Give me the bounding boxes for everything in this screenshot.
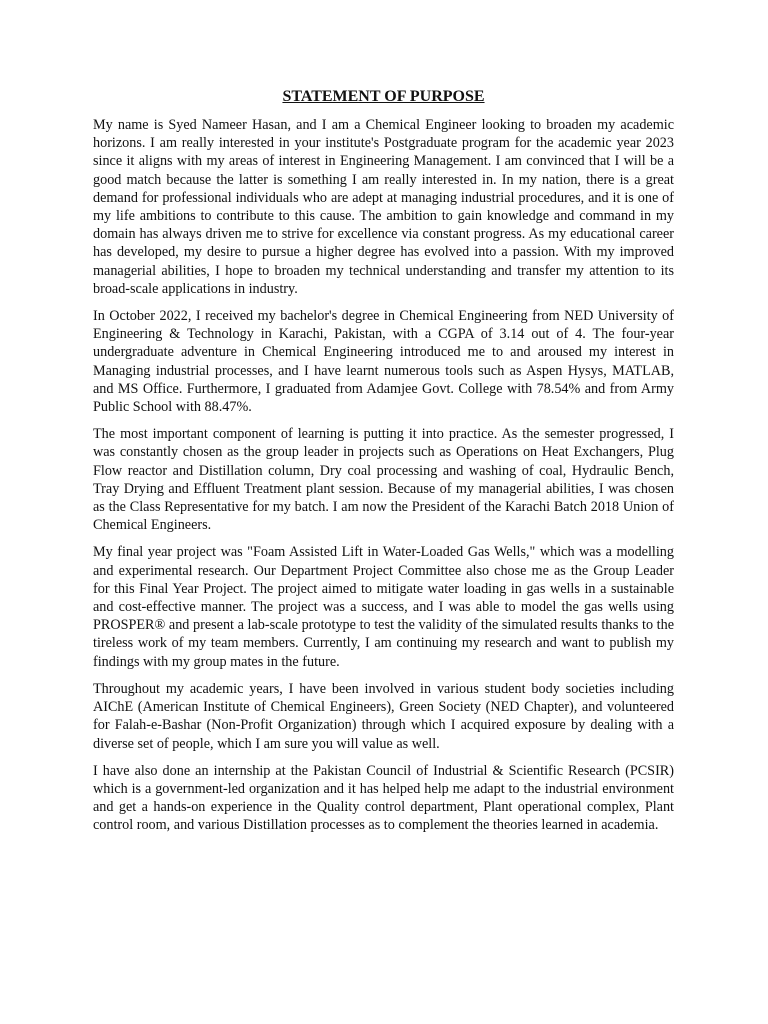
paragraph-final-year-project: My final year project was "Foam Assisted Lift in Water-Loaded Gas Wells," which was a modelling and experimental research. Our Department Project Committee also chose me as the Group Leader for this Final Year Project. The project aimed to mitigate water loading in gas wells in a sustainable and cost-effective manner. The project was a success, and I was able to model the gas wells using PROSPER® and present a lab-scale prototype to test the validity of the simulated results thanks to the tireless work of my team members. Currently, I am continuing my research and want to publish my findings with my group mates in the future.: [93, 544, 674, 670]
document-title: STATEMENT OF PURPOSE: [282, 88, 485, 105]
paragraph-internship: I have also done an internship at the Pakistan Council of Industrial & Scientific Research (PCSIR) which is a government-led organization and it has helped help me adapt to the industrial environment and get a hands-on experience in the Quality control department, Plant operational complex, Plant control room, and various Distillation processes as to complement the theories learned in academia.: [93, 762, 674, 834]
paragraph-societies: Throughout my academic years, I have been involved in various student body societies including AIChE (American Institute of Chemical Engineers), Green Society (NED Chapter), and volunteered for Falah-e-Bashar (Non-Profit Organization) through which I acquired exposure by dealing with a diverse set of people, which I am sure you will value as well.: [93, 680, 674, 752]
paragraph-introduction: My name is Syed Nameer Hasan, and I am a Chemical Engineer looking to broaden my academic horizons. I am really interested in your institute's Postgraduate program for the academic year 2023 since it aligns with my areas of interest in Engineering Management. I am convinced that I will be a good match because the latter is something I am really interested in. In my nation, there is a great demand for professional individuals who are adept at managing industrial procedures, and it is one of my life ambitions to contribute to this cause. The ambition to gain knowledge and command in my domain has always driven me to strive for excellence via constant progress. As my educational career has developed, my desire to pursue a higher degree has evolved into a passion. With my improved managerial abilities, I hope to broaden my technical understanding and transfer my attention to its broad-scale applications in industry.: [93, 117, 674, 297]
document-page: [93, 87, 674, 844]
paragraph-education: In October 2022, I received my bachelor's degree in Chemical Engineering from NED University of Engineering & Technology in Karachi, Pakistan, with a CGPA of 3.14 out of 4. The four-year undergraduate adventure in Chemical Engineering introduced me to and aroused my interest in Managing industrial processes, and I have learnt numerous tools such as Aspen Hysys, MATLAB, and MS Office. Furthermore, I graduated from Adamjee Govt. College with 78.54% and from Army Public School with 88.47%.: [93, 308, 674, 416]
paragraph-practice: The most important component of learning is putting it into practice. As the semester progressed, I was constantly chosen as the group leader in projects such as Operations on Heat Exchangers, Plug Flow reactor and Distillation column, Dry coal processing and washing of coal, Hydraulic Bench, Tray Drying and Effluent Treatment plant session. Because of my managerial abilities, I was chosen as the Class Representative for my batch. I am now the President of the Karachi Batch 2018 Union of Chemical Engineers.: [93, 426, 674, 534]
